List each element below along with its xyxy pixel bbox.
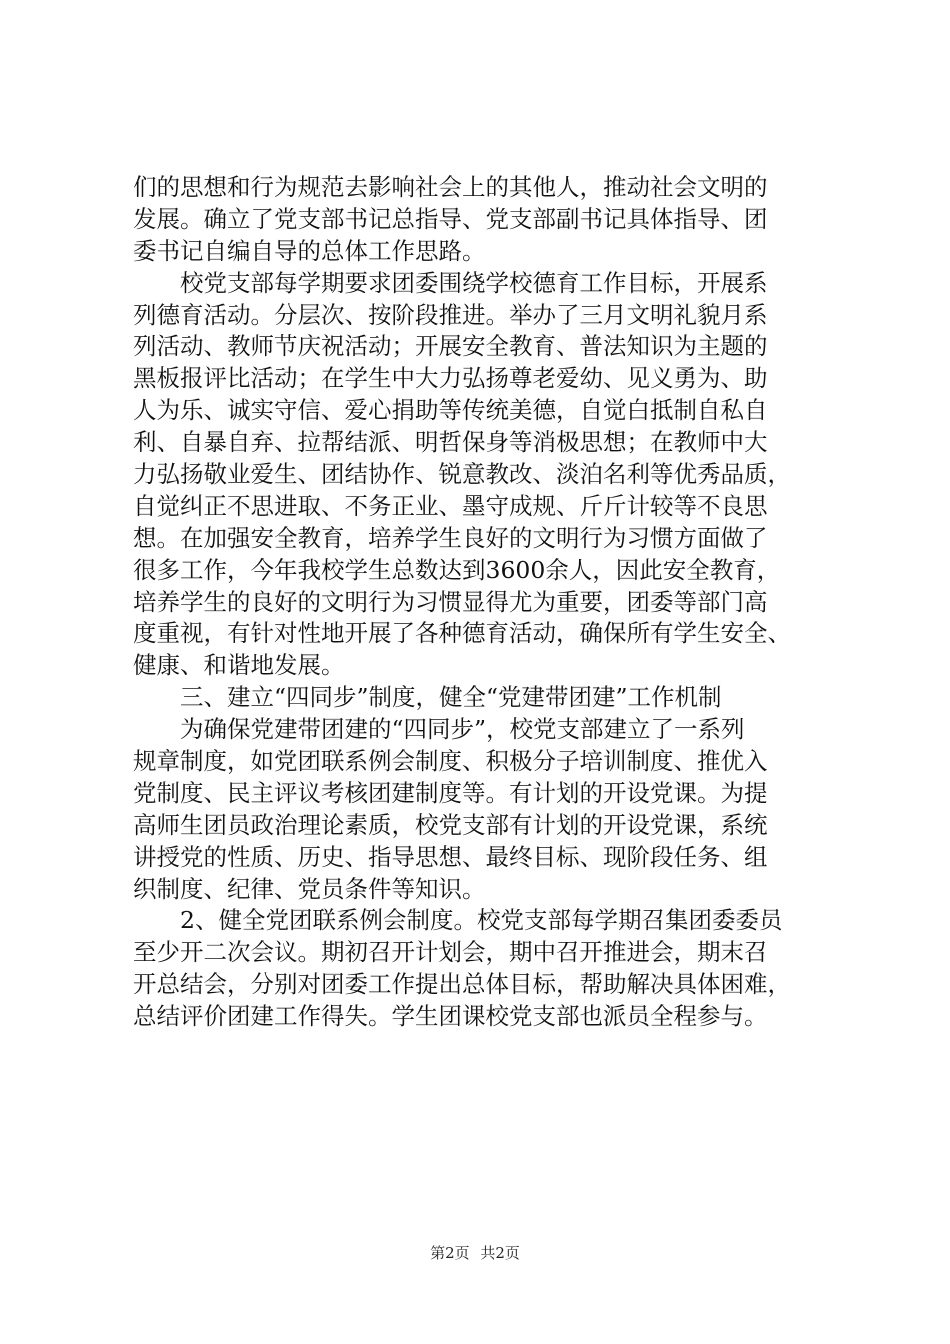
text-line: 开总结会，分别对团委工作提出总体目标，帮助解决具体困难， <box>133 970 791 999</box>
text-line: 至少开二次会议。期初召开计划会，期中召开推进会，期末召 <box>133 938 768 967</box>
text-line: 度重视，有针对性地开展了各种德育活动，确保所有学生安全、 <box>133 619 791 648</box>
text-line: 委书记自编自导的总体工作思路。 <box>133 236 486 265</box>
text-line: 高师生团员政治理论素质，校党支部有计划的开设党课，系统 <box>133 810 768 839</box>
text-line: 人为乐、诚实守信、爱心捐助等传统美德，自觉白抵制自私自 <box>133 396 768 425</box>
page-number-current: 第2页 <box>430 1244 470 1262</box>
text-line: 织制度、纪律、党员条件等知识。 <box>133 874 486 903</box>
page-number-total: 共2页 <box>480 1244 520 1262</box>
text-line: 们的思想和行为规范去影响社会上的其他人，推动社会文明的 <box>133 173 768 201</box>
section-heading: 三、建立“四同步”制度，健全“党建带团建”工作机制 <box>180 683 722 712</box>
text-line: 黑板报评比活动；在学生中大力弘扬尊老爱幼、见义勇为、助 <box>133 364 768 393</box>
text-line: 力弘扬敬业爱生、团结协作、锐意教改、淡泊名利等优秀品质， <box>133 460 791 489</box>
text-line: 自觉纠正不思进取、不务正业、墨守成规、斤斤计较等不良思 <box>133 491 768 520</box>
text-line: 很多工作，今年我校学生总数达到3600余人，因此安全教育， <box>133 555 781 584</box>
text-line: 规章制度，如党团联系例会制度、积极分子培训制度、推优入 <box>133 747 768 776</box>
document-body <box>133 172 833 1033</box>
paragraph-start-line: 校党支部每学期要求团委围绕学校德育工作目标，开展系 <box>180 268 768 297</box>
text-line: 讲授党的性质、历史、指导思想、最终目标、现阶段任务、组 <box>133 842 768 871</box>
page-footer <box>0 1243 950 1263</box>
paragraph-start-line: 为确保党建带团建的“四同步”，校党支部建立了一系列 <box>180 715 745 744</box>
text-line: 列活动、教师节庆祝活动；开展安全教育、普法知识为主题的 <box>133 332 768 361</box>
text-line: 发展。确立了党支部书记总指导、党支部副书记具体指导、团 <box>133 204 768 233</box>
text-line: 党制度、民主评议考核团建制度等。有计划的开设党课。为提 <box>133 778 768 807</box>
text-line: 想。在加强安全教育，培养学生良好的文明行为习惯方面做了 <box>133 523 768 552</box>
paragraph-start-line: 2、健全党团联系例会制度。校党支部每学期召集团委委员 <box>180 906 783 935</box>
text-line: 培养学生的良好的文明行为习惯显得尤为重要，团委等部门高 <box>133 587 768 616</box>
text-line: 利、自暴自弃、拉帮结派、明哲保身等消极思想；在教师中大 <box>133 428 768 457</box>
text-line: 列德育活动。分层次、按阶段推进。举办了三月文明礼貌月系 <box>133 300 768 329</box>
text-line: 健康、和谐地发展。 <box>133 651 345 680</box>
text-line: 总结评价团建工作得失。学生团课校党支部也派员全程参与。 <box>133 1002 768 1031</box>
